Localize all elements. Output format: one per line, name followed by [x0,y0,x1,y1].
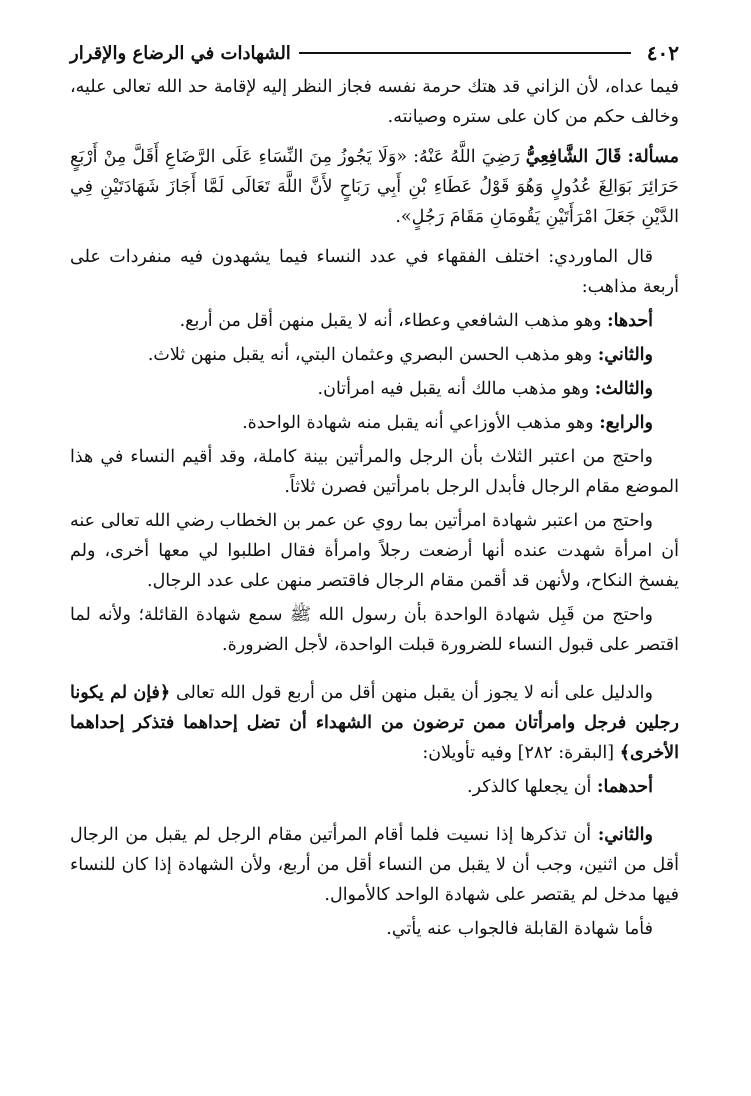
madhhab-1-text: وهو مذهب الشافعي وعطاء، أنه لا يقبل منهن أقل من أربع. [179,311,602,331]
header-rule [299,52,631,54]
madhhab-4-text: وهو مذهب الأوزاعي أنه يقبل منه شهادة الواحدة. [242,413,594,433]
madhhab-2-text: وهو مذهب الحسن البصري وعثمان البتي، أنه يقبل منهن ثلاث. [147,345,593,365]
madhhab-3-label: والثالث: [594,379,653,399]
closing-paragraph: فأما شهادة القابلة فالجواب عنه يأتي. [386,919,653,939]
evidence-intro: والدليل على أنه لا يجوز أن يقبل منهن أقل من أربع قول الله تعالى [175,683,653,703]
interpretation-2-text: أن تذكرها إذا نسيت فلما أقام المرأتين مقام الرجل لم يقبل من الرجال أقل من اثنين، وجب أن لا يقبل من النساء أقل من أربع، ولأن الشهادة إذا كان للنساء فيها مدخل لم يقتصر على شهادة الواحد كالأموال. [70,825,679,905]
madhhab-1-label: أحدها: [607,311,653,331]
masala-label: مسألة: [627,147,679,167]
interpretation-2 [70,820,679,910]
page-number: ٤٠٢ [646,41,679,65]
page-header [70,40,679,66]
evidence-paragraph [70,678,679,768]
interpretation-1-label: أحدهما: [596,777,653,797]
madhhab-3 [70,374,679,404]
quran-verse: ﴿فإن لم يكونا رجلين فرجل وامرأتان ممن ترضون من الشهداء أن تضل إحداهما فتذكر إحداهما الأخرى﴾ [70,683,679,763]
madhhab-3-text: وهو مذهب مالك أنه يقبل فيه امرأتان. [317,379,590,399]
running-title: الشهادات في الرضاع والإقرار [70,42,291,64]
interpretation-1 [70,772,679,802]
masala-paragraph [70,142,679,232]
madhhab-4 [70,408,679,438]
madhhab-2-label: والثاني: [597,345,653,365]
masala-speaker: قَالَ الشَّافِعِيُّ [525,147,622,167]
madhhab-1 [70,306,679,336]
verse-reference: [البقرة: ٢٨٢] وفيه تأويلان: [422,743,615,763]
interpretation-1-text: أن يجعلها كالذكر. [467,777,592,797]
interpretation-2-label: والثاني: [597,825,653,845]
mawardi-paragraph: قال الماوردي: اختلف الفقهاء في عدد النساء فيما يشهدون فيه منفردات على أربعة مذاهب: [70,247,679,297]
madhhab-4-label: والرابع: [599,413,653,433]
paragraph-continuation: فيما عداه، لأن الزاني قد هتك حرمة نفسه فجاز النظر إليه لإقامة حد الله تعالى عليه، وخالف حكم من كان على ستره وصيانته. [70,77,679,127]
argument-one: واحتج من قَبِل شهادة الواحدة بأن رسول الله ﷺ سمع شهادة القائلة؛ ولأنه لما اقتصر على قبول النساء للضرورة قبلت الواحدة، لأجل الضرورة. [70,605,679,655]
madhhab-2 [70,340,679,370]
argument-three: واحتج من اعتبر الثلاث بأن الرجل والمرأتين بينة كاملة، وقد أقيم النساء في هذا الموضع مقام الرجال فأبدل الرجل بامرأتين فصرن ثلاثاً. [70,447,679,497]
argument-two: واحتج من اعتبر شهادة امرأتين بما روي عن عمر بن الخطاب رضي الله تعالى عنه أن امرأة شهدت عنده أنها أرضعت رجلاً وامرأة فقال اطلبوا لي معها أخرى، ولم يفسخ النكاح، ولأنهن قد أقمن مقام الرجال فاقتصر منهن على عدد الرجال. [70,511,679,591]
masala-text: رَضِيَ اللَّهُ عَنْهُ: «وَلَا يَجُوزُ مِنَ النِّسَاءِ عَلَى الرَّضَاعِ أَقَلَّ مِنْ أَرْبَعٍ حَرَائِرَ بَوَالِغَ عُدُولٍ وَهُوَ قَوْلُ عَطَاءِ بْنِ أَبِي رَبَاحٍ لأَنَّ اللَّهَ تَعَالَى لَمَّا أَجَازَ شَهَادَتَيْنِ فِي الدَّيْنِ جَعَلَ امْرَأَتَيْنِ يَقُومَانِ مَقَامَ رَجُلٍ». [70,147,679,227]
